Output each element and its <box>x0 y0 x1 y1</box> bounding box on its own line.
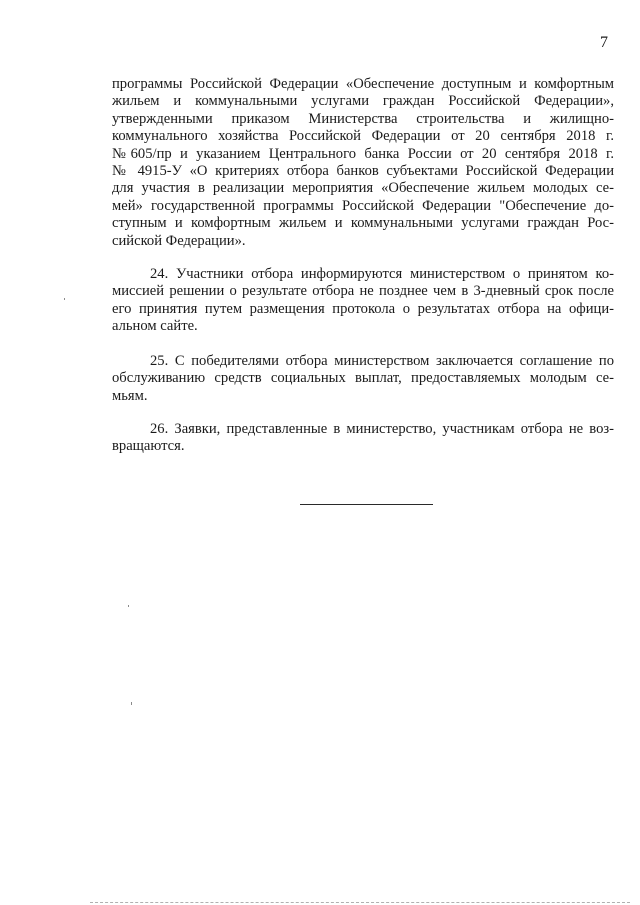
scan-speck <box>64 298 65 300</box>
paragraph-24 <box>112 266 614 336</box>
text-line: мей» государственной программы Российской Федерации "Обеспечение до- <box>112 197 614 214</box>
text-line: вращаются. <box>112 438 185 455</box>
text-line: обслуживанию средств социальных выплат, предоставляемых молодым се- <box>112 370 614 387</box>
paragraph-intro <box>112 76 614 250</box>
text-line: коммунального хозяйства Российской Федерации от 20 сентября 2018 г. <box>112 128 614 145</box>
text-line: для участия в реализации мероприятия «Обеспечение жильем молодых се- <box>112 180 614 197</box>
scan-speck <box>131 702 132 705</box>
page-number: 7 <box>600 34 608 51</box>
text-line: 25. С победителями отбора министерством заключается соглашение по <box>150 353 614 369</box>
text-line: жильем и коммунальными услугами граждан Российской Федерации», <box>112 93 614 110</box>
text-line: ступным и комфортным жильем и коммунальными услугами граждан Рос- <box>112 215 614 232</box>
text-line: программы Российской Федерации «Обеспечение доступным и комфортным <box>112 76 614 92</box>
end-separator-line <box>300 504 433 505</box>
text-line: 26. Заявки, представленные в министерство, участникам отбора не воз- <box>150 421 614 437</box>
text-line: сийской Федерации». <box>112 232 246 249</box>
text-line: альном сайте. <box>112 318 198 335</box>
text-line: утвержденными приказом Министерства строительства и жилищно- <box>112 110 614 127</box>
text-line: миссией решении о результате отбора не позднее чем в 3-дневный срок после <box>112 283 614 300</box>
text-line: мьям. <box>112 387 148 404</box>
paragraph-25 <box>112 353 614 405</box>
scan-speck <box>128 605 129 607</box>
text-line: №605/пр и указанием Центрального банка России от 20 сентября 2018 г. <box>112 145 614 162</box>
text-line: № 4915-У «О критериях отбора банков субъектами Российской Федерации <box>112 162 614 179</box>
scan-edge-line <box>90 902 630 903</box>
text-line: его принятия путем размещения протокола о результатах отбора на офици- <box>112 300 614 317</box>
text-line: 24. Участники отбора информируются министерством о принятом ко- <box>150 266 614 282</box>
paragraph-26 <box>112 421 614 456</box>
